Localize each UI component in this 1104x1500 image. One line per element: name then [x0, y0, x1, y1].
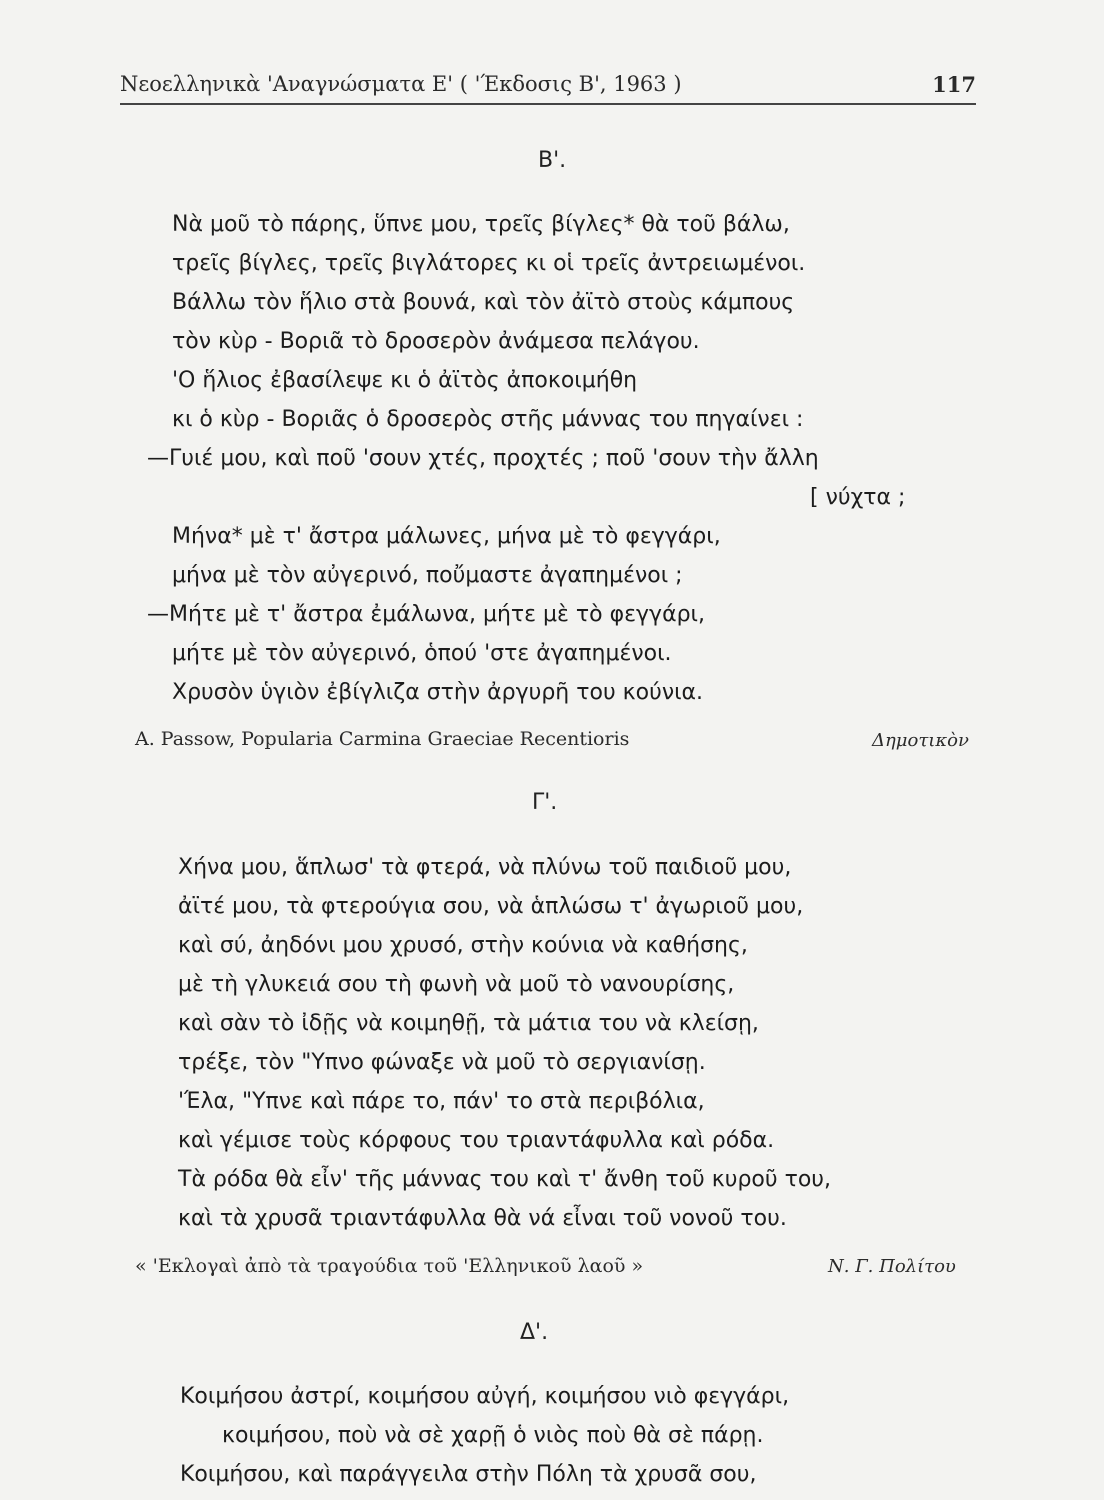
source-c-attribution: Ν. Γ. Πολίτου [828, 1256, 956, 1277]
poem-line: καὶ γέμισε τοὺς κόρφους του τριαντάφυλλα καὶ ρόδα. [178, 1128, 775, 1153]
poem-line: Τὰ ρόδα θὰ εἶν' τῆς μάννας του καὶ τ' ἄνθη τοῦ κυροῦ του, [178, 1167, 832, 1192]
poem-line: καὶ σύ, ἀηδόνι μου χρυσό, στὴν κούνια νὰ καθήσης, [178, 933, 748, 958]
header-rule [120, 103, 976, 105]
poem-line: μὲ τὴ γλυκειά σου τὴ φωνὴ νὰ μοῦ τὸ νανουρίσης, [178, 972, 735, 997]
poem-line: καὶ τὰ χρυσᾶ τριαντάφυλλα θὰ νά εἶναι τοῦ νονοῦ του. [178, 1206, 787, 1231]
poem-line: Κοιμήσου, καὶ παράγγειλα στὴν Πόλη τὰ χρυσᾶ σου, [180, 1462, 757, 1487]
poem-line: —Γυιέ μου, καὶ ποῦ 'σουν χτές, προχτές ; ποῦ 'σουν τὴν ἄλλη [147, 446, 819, 471]
poem-line: μήνα μὲ τὸν αὐγερινό, ποὔμαστε ἀγαπημένοι ; [172, 563, 683, 588]
poem-line: καὶ σὰν τὸ ἰδῇς νὰ κοιμηθῇ, τὰ μάτια του νὰ κλείσῃ, [178, 1011, 759, 1036]
poem-line: Νὰ μοῦ τὸ πάρης, ὕπνε μου, τρεῖς βίγλες* θὰ τοῦ βάλω, [172, 212, 790, 237]
poem-line-continuation: [ νύχτα ; [810, 485, 906, 510]
poem-line: ἀϊτέ μου, τὰ φτερούγια σου, νὰ ἁπλώσω τ' ἀγωριοῦ μου, [178, 894, 804, 919]
poem-line: Μήνα* μὲ τ' ἄστρα μάλωνες, μήνα μὲ τὸ φεγγάρι, [172, 524, 721, 549]
section-label-b: Β'. [538, 148, 567, 173]
poem-line: μήτε μὲ τὸν αὐγερινό, ὁπού 'στε ἀγαπημένοι. [172, 641, 672, 666]
poem-line: —Μήτε μὲ τ' ἄστρα ἐμάλωνα, μήτε μὲ τὸ φεγγάρι, [147, 602, 705, 627]
source-b-attribution: Δημοτικὸν [872, 730, 969, 751]
poem-line: Βάλλω τὸν ἥλιο στὰ βουνά, καὶ τὸν ἀϊτὸ στοὺς κάμπους [172, 290, 795, 315]
poem-line: 'Ο ἥλιος ἐβασίλεψε κι ὁ ἀϊτὸς ἀποκοιμήθη [172, 368, 638, 393]
running-title: Νεοελληνικὰ 'Αναγνώσματα Ε' ( 'Έκδοσις Β', 1963 ) [120, 72, 682, 96]
source-c: « 'Εκλογαὶ ἀπὸ τὰ τραγούδια τοῦ 'Ελληνικοῦ λαοῦ » [135, 1255, 644, 1277]
poem-line: τρεῖς βίγλες, τρεῖς βιγλάτορες κι οἱ τρεῖς ἀντρειωμένοι. [172, 251, 806, 276]
poem-line: κοιμήσου, ποὺ νὰ σὲ χαρῇ ὁ νιὸς ποὺ θὰ σὲ πάρῃ. [222, 1423, 764, 1448]
running-head [120, 72, 976, 96]
source-b: A. Passow, Popularia Carmina Graeciae Recentioris [135, 728, 630, 750]
poem-line: κι ὁ κὺρ - Βοριᾶς ὁ δροσερὸς στῆς μάννας του πηγαίνει : [172, 407, 804, 432]
poem-line: Χρυσὸν ὑγιὸν ἐβίγλιζα στὴν ἀργυρῆ του κούνια. [172, 680, 704, 705]
poem-line: 'Έλα, "Υπνε καὶ πάρε το, πάν' το στὰ περιβόλια, [178, 1089, 705, 1114]
poem-line: Χήνα μου, ἅπλωσ' τὰ φτερά, νὰ πλύνω τοῦ παιδιοῦ μου, [178, 855, 792, 880]
poem-line: τρέξε, τὸν "Υπνο φώναξε νὰ μοῦ τὸ σεργιανίσῃ. [178, 1050, 706, 1075]
section-label-d: Δ'. [520, 1320, 549, 1345]
page-number: 117 [932, 72, 976, 97]
poem-line: τὸν κὺρ - Βοριᾶ τὸ δροσερὸν ἀνάμεσα πελάγου. [172, 329, 700, 354]
section-label-c: Γ'. [532, 790, 558, 815]
poem-line: Κοιμήσου ἀστρί, κοιμήσου αὐγή, κοιμήσου νιὸ φεγγάρι, [180, 1384, 790, 1409]
